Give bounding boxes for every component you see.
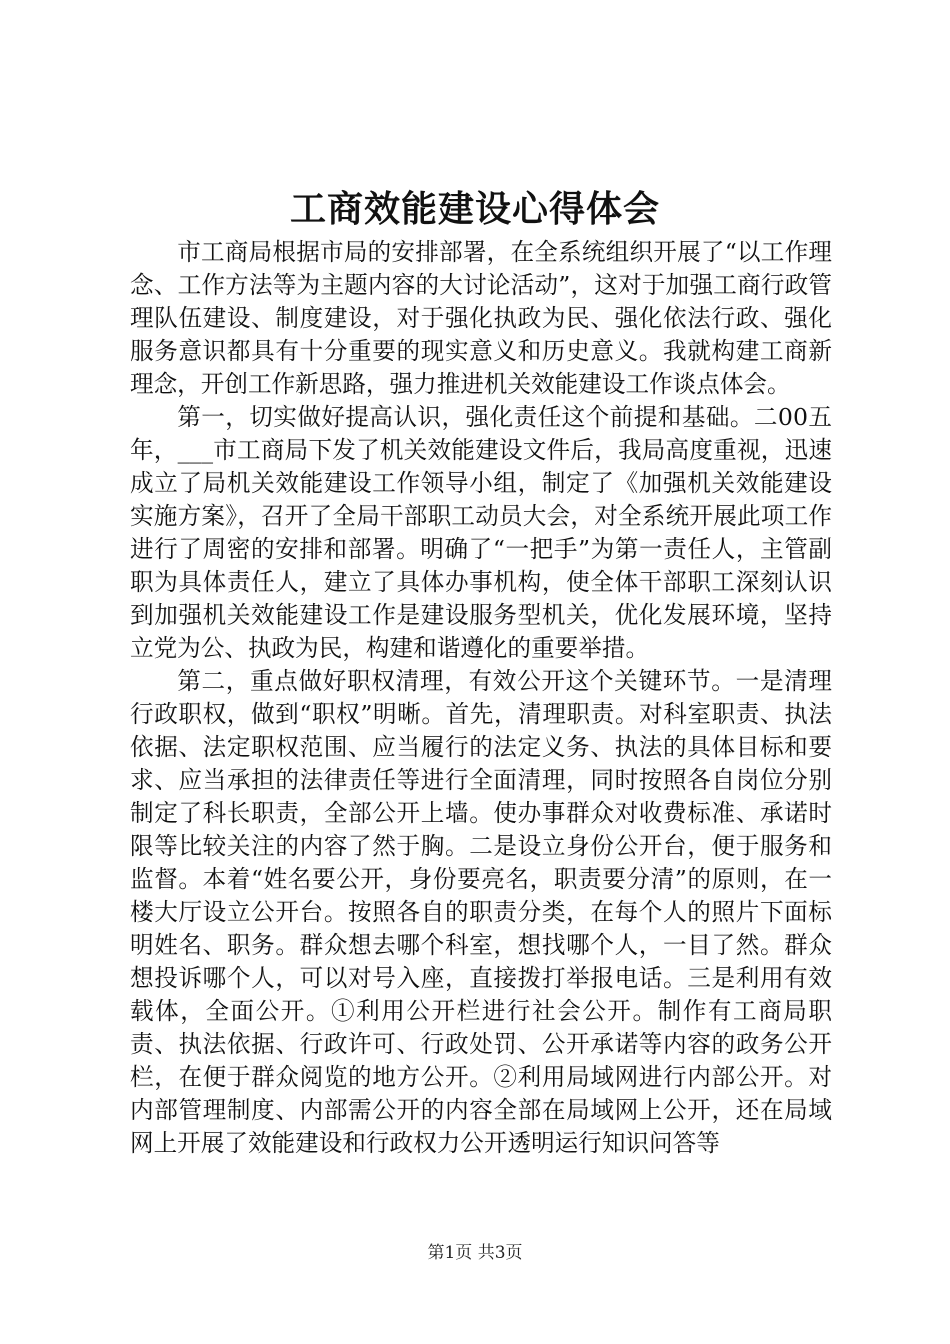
- document-body: [130, 236, 832, 1160]
- paragraph-second-point: 第二，重点做好职权清理，有效公开这个关键环节。一是清理行政职权，做到“职权”明晰。首先，清理职责。对科室职责、执法依据、法定职权范围、应当履行的法定义务、执法的具体目标和要求、应当承担的法律责任等进行全面清理，同时按照各自岗位分别制定了科长职责，全部公开上墙。使办事群众对收费标准、承诺时限等比较关注的内容了然于胸。二是设立身份公开台，便于服务和监督。本着“姓名要公开，身份要亮名，职责要分清”的原则，在一楼大厅设立公开台。按照各自的职责分类，在每个人的照片下面标明姓名、职务。群众想去哪个科室，想找哪个人，一目了然。群众想投诉哪个人，可以对号入座，直接拨打举报电话。三是利用有效载体，全面公开。①利用公开栏进行社会公开。制作有工商局职责、执法依据、行政许可、行政处罚、公开承诺等内容的政务公开栏，在便于群众阅览的地方公开。②利用局域网进行内部公开。对内部管理制度、内部需公开的内容全部在局域网上公开，还在局域网上开展了效能建设和行政权力公开透明运行知识问答等: [130, 667, 832, 1157]
- page-number-footer: 第1页 共3页: [427, 1243, 523, 1263]
- paragraph-intro: 市工商局根据市局的安排部署，在全系统组织开展了“以工作理念、工作方法等为主题内容的大讨论活动”，这对于加强工商行政管理队伍建设、制度建设，对于强化执政为民、强化依法行政、强化服务意识都具有十分重要的现实意义和历史意义。我就构建工商新理念，开创工作新思路，强力推进机关效能建设工作谈点体会。: [130, 238, 832, 398]
- document-title: 工商效能建设心得体会: [289, 188, 660, 230]
- paragraph-first-point: 第一，切实做好提高认识，强化责任这个前提和基础。二00五年，___市工商局下发了机关效能建设文件后，我局高度重视，迅速成立了局机关效能建设工作领导小组，制定了《加强机关效能建设实施方案》，召开了全局干部职工动员大会，对全系统开展此项工作进行了周密的安排和部署。明确了“一把手”为第一责任人，主管副职为具体责任人，建立了具体办事机构，使全体干部职工深刻认识到加强机关效能建设工作是建设服务型机关，优化发展环境，坚持立党为公、执政为民，构建和谐遵化的重要举措。: [130, 403, 832, 662]
